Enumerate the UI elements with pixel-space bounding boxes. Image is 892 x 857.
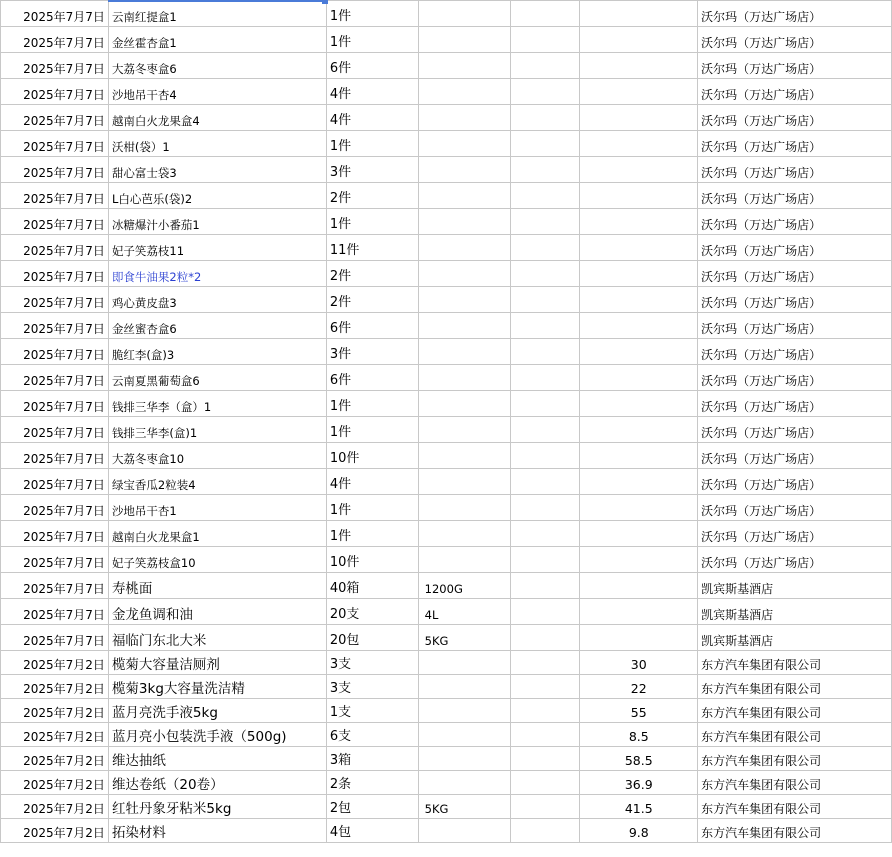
date-cell[interactable]: 2025年7月7日	[1, 469, 109, 495]
item-name-cell[interactable]: 绿宝香瓜2粒装4	[108, 469, 326, 495]
item-name-cell[interactable]: 榄菊大容量洁厕剂	[108, 651, 326, 675]
shop-cell[interactable]: 东方汽车集团有限公司	[698, 795, 892, 819]
item-name-cell[interactable]: 冰糖爆汁小番茄1	[108, 209, 326, 235]
shop-cell[interactable]: 沃尔玛（万达广场店）	[698, 209, 892, 235]
table-row	[1, 365, 892, 391]
empty-cell[interactable]	[510, 131, 580, 157]
quantity-cell[interactable]: 1件	[326, 131, 418, 157]
table-row	[1, 651, 892, 675]
item-name-cell[interactable]: 红牡丹象牙粘米5kg	[108, 795, 326, 819]
empty-cell[interactable]	[510, 547, 580, 573]
date-cell[interactable]: 2025年7月7日	[1, 625, 109, 651]
price-cell[interactable]	[580, 547, 698, 573]
table-row	[1, 521, 892, 547]
quantity-cell[interactable]: 6支	[326, 723, 418, 747]
table-row	[1, 53, 892, 79]
price-cell[interactable]	[580, 27, 698, 53]
date-cell[interactable]: 2025年7月7日	[1, 27, 109, 53]
quantity-cell[interactable]: 3支	[326, 651, 418, 675]
table-row	[1, 675, 892, 699]
shop-cell[interactable]: 沃尔玛（万达广场店）	[698, 339, 892, 365]
date-cell[interactable]: 2025年7月2日	[1, 819, 109, 843]
item-name-cell[interactable]: 蓝月亮洗手液5kg	[108, 699, 326, 723]
shop-cell[interactable]: 沃尔玛（万达广场店）	[698, 105, 892, 131]
empty-cell[interactable]	[510, 209, 580, 235]
quantity-cell[interactable]: 2件	[326, 261, 418, 287]
item-name-cell[interactable]: 大荔冬枣盒6	[108, 53, 326, 79]
spec-cell[interactable]	[418, 53, 510, 79]
shop-cell[interactable]: 沃尔玛（万达广场店）	[698, 391, 892, 417]
quantity-cell[interactable]: 1件	[326, 391, 418, 417]
spec-cell[interactable]	[418, 443, 510, 469]
quantity-cell[interactable]: 3箱	[326, 747, 418, 771]
spec-cell[interactable]: 5KG	[418, 625, 510, 651]
date-cell[interactable]: 2025年7月7日	[1, 573, 109, 599]
price-cell[interactable]	[580, 287, 698, 313]
date-cell[interactable]: 2025年7月7日	[1, 599, 109, 625]
shop-cell[interactable]: 沃尔玛（万达广场店）	[698, 183, 892, 209]
shop-cell[interactable]: 沃尔玛（万达广场店）	[698, 261, 892, 287]
table-row	[1, 547, 892, 573]
shop-cell[interactable]: 沃尔玛（万达广场店）	[698, 287, 892, 313]
price-cell[interactable]	[580, 183, 698, 209]
date-cell[interactable]: 2025年7月2日	[1, 771, 109, 795]
item-name-cell[interactable]: 鸡心黄皮盘3	[108, 287, 326, 313]
selection-fill-handle[interactable]	[322, 0, 328, 4]
empty-cell[interactable]	[510, 469, 580, 495]
shop-cell[interactable]: 东方汽车集团有限公司	[698, 819, 892, 843]
price-cell[interactable]	[580, 417, 698, 443]
shop-cell[interactable]: 沃尔玛（万达广场店）	[698, 53, 892, 79]
price-cell[interactable]: 41.5	[580, 795, 698, 819]
empty-cell[interactable]	[510, 53, 580, 79]
spec-cell[interactable]	[418, 391, 510, 417]
empty-cell[interactable]	[510, 27, 580, 53]
quantity-cell[interactable]: 3支	[326, 675, 418, 699]
price-cell[interactable]: 9.8	[580, 819, 698, 843]
empty-cell[interactable]	[510, 261, 580, 287]
price-cell[interactable]	[580, 53, 698, 79]
spec-cell[interactable]	[418, 261, 510, 287]
item-name-cell[interactable]: 福临门东北大米	[108, 625, 326, 651]
date-cell[interactable]: 2025年7月2日	[1, 699, 109, 723]
price-cell[interactable]	[580, 157, 698, 183]
item-name-cell[interactable]: 沙地吊干杏1	[108, 495, 326, 521]
shop-cell[interactable]: 沃尔玛（万达广场店）	[698, 235, 892, 261]
spec-cell[interactable]	[418, 771, 510, 795]
shop-cell[interactable]: 沃尔玛（万达广场店）	[698, 521, 892, 547]
empty-cell[interactable]	[510, 417, 580, 443]
spec-cell[interactable]	[418, 365, 510, 391]
date-cell[interactable]: 2025年7月7日	[1, 157, 109, 183]
shop-cell[interactable]: 沃尔玛（万达广场店）	[698, 313, 892, 339]
table-row	[1, 391, 892, 417]
price-cell[interactable]	[580, 625, 698, 651]
quantity-cell[interactable]: 3件	[326, 339, 418, 365]
quantity-cell[interactable]: 2条	[326, 771, 418, 795]
price-cell[interactable]	[580, 105, 698, 131]
table-row	[1, 157, 892, 183]
shop-cell[interactable]: 沃尔玛（万达广场店）	[698, 365, 892, 391]
shop-cell[interactable]: 沃尔玛（万达广场店）	[698, 157, 892, 183]
table-row	[1, 105, 892, 131]
table-row	[1, 27, 892, 53]
spec-cell[interactable]	[418, 747, 510, 771]
date-cell[interactable]: 2025年7月2日	[1, 795, 109, 819]
date-cell[interactable]: 2025年7月7日	[1, 1, 109, 27]
empty-cell[interactable]	[510, 105, 580, 131]
spec-cell[interactable]	[418, 819, 510, 843]
item-name-cell[interactable]: 妃子笑荔枝11	[108, 235, 326, 261]
spec-cell[interactable]	[418, 723, 510, 747]
spec-cell[interactable]	[418, 339, 510, 365]
item-name-cell[interactable]: 云南夏黑葡萄盒6	[108, 365, 326, 391]
spec-cell[interactable]: 1200G	[418, 573, 510, 599]
shop-cell[interactable]: 沃尔玛（万达广场店）	[698, 495, 892, 521]
item-name-cell[interactable]: 妃子笑荔枝盒10	[108, 547, 326, 573]
quantity-cell[interactable]: 2件	[326, 287, 418, 313]
quantity-cell[interactable]: 4件	[326, 469, 418, 495]
item-name-cell[interactable]: 钱排三华李(盒)1	[108, 417, 326, 443]
shop-cell[interactable]: 东方汽车集团有限公司	[698, 675, 892, 699]
spec-cell[interactable]	[418, 1, 510, 27]
empty-cell[interactable]	[510, 675, 580, 699]
price-cell[interactable]	[580, 521, 698, 547]
quantity-cell[interactable]: 20包	[326, 625, 418, 651]
empty-cell[interactable]	[510, 79, 580, 105]
item-name-cell[interactable]: 越南白火龙果盒4	[108, 105, 326, 131]
price-cell[interactable]	[580, 599, 698, 625]
quantity-cell[interactable]: 1件	[326, 495, 418, 521]
price-cell[interactable]	[580, 495, 698, 521]
item-name-cell[interactable]: 甜心富士袋3	[108, 157, 326, 183]
table-row	[1, 495, 892, 521]
quantity-cell[interactable]: 3件	[326, 157, 418, 183]
date-cell[interactable]: 2025年7月7日	[1, 521, 109, 547]
quantity-cell[interactable]: 6件	[326, 313, 418, 339]
empty-cell[interactable]	[510, 819, 580, 843]
shop-cell[interactable]: 东方汽车集团有限公司	[698, 747, 892, 771]
date-cell[interactable]: 2025年7月7日	[1, 365, 109, 391]
price-cell[interactable]	[580, 469, 698, 495]
item-name-cell[interactable]: 金丝蜜杏盒6	[108, 313, 326, 339]
table-row	[1, 625, 892, 651]
date-cell[interactable]: 2025年7月2日	[1, 747, 109, 771]
empty-cell[interactable]	[510, 365, 580, 391]
table-row	[1, 79, 892, 105]
date-cell[interactable]: 2025年7月7日	[1, 287, 109, 313]
table-row	[1, 599, 892, 625]
empty-cell[interactable]	[510, 235, 580, 261]
table-row	[1, 699, 892, 723]
item-name-cell[interactable]: 沙地吊干杏4	[108, 79, 326, 105]
quantity-cell[interactable]: 10件	[326, 547, 418, 573]
date-cell[interactable]: 2025年7月7日	[1, 417, 109, 443]
item-name-cell[interactable]: 即食牛油果2粒*2	[108, 261, 326, 287]
item-name-cell[interactable]: 大荔冬枣盒10	[108, 443, 326, 469]
spec-cell[interactable]	[418, 27, 510, 53]
spec-cell[interactable]	[418, 131, 510, 157]
shop-cell[interactable]: 东方汽车集团有限公司	[698, 699, 892, 723]
empty-cell[interactable]	[510, 339, 580, 365]
empty-cell[interactable]	[510, 747, 580, 771]
empty-cell[interactable]	[510, 625, 580, 651]
empty-cell[interactable]	[510, 651, 580, 675]
spec-cell[interactable]	[418, 105, 510, 131]
table-row	[1, 209, 892, 235]
empty-cell[interactable]	[510, 443, 580, 469]
empty-cell[interactable]	[510, 495, 580, 521]
table-row	[1, 819, 892, 843]
quantity-cell[interactable]: 6件	[326, 365, 418, 391]
spec-cell[interactable]	[418, 157, 510, 183]
price-cell[interactable]	[580, 339, 698, 365]
spec-cell[interactable]	[418, 699, 510, 723]
shop-cell[interactable]: 沃尔玛（万达广场店）	[698, 79, 892, 105]
date-cell[interactable]: 2025年7月7日	[1, 209, 109, 235]
table-row	[1, 131, 892, 157]
quantity-cell[interactable]: 11件	[326, 235, 418, 261]
price-cell[interactable]: 36.9	[580, 771, 698, 795]
spec-cell[interactable]	[418, 495, 510, 521]
date-cell[interactable]: 2025年7月7日	[1, 183, 109, 209]
date-cell[interactable]: 2025年7月7日	[1, 391, 109, 417]
spec-cell[interactable]	[418, 651, 510, 675]
quantity-cell[interactable]: 10件	[326, 443, 418, 469]
price-cell[interactable]: 58.5	[580, 747, 698, 771]
selection-border	[108, 0, 324, 2]
quantity-cell[interactable]: 40箱	[326, 573, 418, 599]
price-cell[interactable]	[580, 365, 698, 391]
quantity-cell[interactable]: 20支	[326, 599, 418, 625]
price-cell[interactable]	[580, 209, 698, 235]
date-cell[interactable]: 2025年7月7日	[1, 495, 109, 521]
shop-cell[interactable]: 东方汽车集团有限公司	[698, 651, 892, 675]
item-name-cell[interactable]: 沃柑(袋）1	[108, 131, 326, 157]
shop-cell[interactable]: 凯宾斯基酒店	[698, 573, 892, 599]
quantity-cell[interactable]: 1件	[326, 521, 418, 547]
spec-cell[interactable]: 4L	[418, 599, 510, 625]
price-cell[interactable]	[580, 391, 698, 417]
table-row	[1, 339, 892, 365]
table-row	[1, 747, 892, 771]
spec-cell[interactable]	[418, 79, 510, 105]
table-row	[1, 261, 892, 287]
item-name-cell[interactable]: 金丝霍杏盒1	[108, 27, 326, 53]
quantity-cell[interactable]: 1件	[326, 27, 418, 53]
spec-cell[interactable]	[418, 469, 510, 495]
date-cell[interactable]: 2025年7月7日	[1, 53, 109, 79]
empty-cell[interactable]	[510, 391, 580, 417]
price-cell[interactable]	[580, 261, 698, 287]
shop-cell[interactable]: 凯宾斯基酒店	[698, 599, 892, 625]
table-row	[1, 1, 892, 27]
date-cell[interactable]: 2025年7月7日	[1, 131, 109, 157]
empty-cell[interactable]	[510, 771, 580, 795]
shop-cell[interactable]: 东方汽车集团有限公司	[698, 723, 892, 747]
spec-cell[interactable]	[418, 183, 510, 209]
item-name-cell[interactable]: 云南红提盒1	[108, 1, 326, 27]
table-row	[1, 469, 892, 495]
price-cell[interactable]: 30	[580, 651, 698, 675]
item-name-cell[interactable]: 金龙鱼调和油	[108, 599, 326, 625]
empty-cell[interactable]	[510, 183, 580, 209]
item-name-cell[interactable]: 蓝月亮小包装洗手液（500g)	[108, 723, 326, 747]
date-cell[interactable]: 2025年7月2日	[1, 675, 109, 699]
spec-cell[interactable]	[418, 209, 510, 235]
table-row	[1, 723, 892, 747]
shop-cell[interactable]: 沃尔玛（万达广场店）	[698, 131, 892, 157]
quantity-cell[interactable]: 4件	[326, 105, 418, 131]
table-row	[1, 235, 892, 261]
price-cell[interactable]: 55	[580, 699, 698, 723]
empty-cell[interactable]	[510, 1, 580, 27]
item-name-cell[interactable]: 榄菊3kg大容量洗洁精	[108, 675, 326, 699]
date-cell[interactable]: 2025年7月7日	[1, 235, 109, 261]
date-cell[interactable]: 2025年7月7日	[1, 79, 109, 105]
spec-cell[interactable]	[418, 547, 510, 573]
date-cell[interactable]: 2025年7月7日	[1, 261, 109, 287]
price-cell[interactable]	[580, 131, 698, 157]
quantity-cell[interactable]: 2件	[326, 183, 418, 209]
quantity-cell[interactable]: 1件	[326, 417, 418, 443]
empty-cell[interactable]	[510, 521, 580, 547]
shop-cell[interactable]: 沃尔玛（万达广场店）	[698, 1, 892, 27]
quantity-cell[interactable]: 2包	[326, 795, 418, 819]
shop-cell[interactable]: 沃尔玛（万达广场店）	[698, 547, 892, 573]
quantity-cell[interactable]: 1件	[326, 1, 418, 27]
price-cell[interactable]: 22	[580, 675, 698, 699]
empty-cell[interactable]	[510, 313, 580, 339]
item-name-cell[interactable]: 寿桃面	[108, 573, 326, 599]
empty-cell[interactable]	[510, 795, 580, 819]
table-row	[1, 417, 892, 443]
empty-cell[interactable]	[510, 157, 580, 183]
spec-cell[interactable]	[418, 521, 510, 547]
date-cell[interactable]: 2025年7月7日	[1, 313, 109, 339]
shop-cell[interactable]: 沃尔玛（万达广场店）	[698, 443, 892, 469]
quantity-cell[interactable]: 4包	[326, 819, 418, 843]
price-cell[interactable]	[580, 1, 698, 27]
spec-cell[interactable]	[418, 417, 510, 443]
quantity-cell[interactable]: 1件	[326, 209, 418, 235]
shop-cell[interactable]: 东方汽车集团有限公司	[698, 771, 892, 795]
shop-cell[interactable]: 沃尔玛（万达广场店）	[698, 417, 892, 443]
table-row	[1, 573, 892, 599]
empty-cell[interactable]	[510, 699, 580, 723]
spec-cell[interactable]	[418, 675, 510, 699]
date-cell[interactable]: 2025年7月2日	[1, 651, 109, 675]
date-cell[interactable]: 2025年7月7日	[1, 443, 109, 469]
empty-cell[interactable]	[510, 599, 580, 625]
item-name-cell[interactable]: 拓染材料	[108, 819, 326, 843]
shop-cell[interactable]: 沃尔玛（万达广场店）	[698, 469, 892, 495]
quantity-cell[interactable]: 1支	[326, 699, 418, 723]
spec-cell[interactable]	[418, 287, 510, 313]
item-name-cell[interactable]: 脆红李(盒)3	[108, 339, 326, 365]
shop-cell[interactable]: 沃尔玛（万达广场店）	[698, 27, 892, 53]
empty-cell[interactable]	[510, 723, 580, 747]
item-name-cell[interactable]: 越南白火龙果盒1	[108, 521, 326, 547]
spec-cell[interactable]	[418, 313, 510, 339]
table-row	[1, 183, 892, 209]
item-name-cell[interactable]: 维达抽纸	[108, 747, 326, 771]
table-row	[1, 313, 892, 339]
empty-cell[interactable]	[510, 573, 580, 599]
table-row	[1, 795, 892, 819]
table-row	[1, 287, 892, 313]
item-name-cell[interactable]: L白心芭乐(袋)2	[108, 183, 326, 209]
shop-cell[interactable]: 凯宾斯基酒店	[698, 625, 892, 651]
table-row	[1, 771, 892, 795]
empty-cell[interactable]	[510, 287, 580, 313]
price-cell[interactable]	[580, 235, 698, 261]
price-cell[interactable]: 8.5	[580, 723, 698, 747]
quantity-cell[interactable]: 6件	[326, 53, 418, 79]
item-name-cell[interactable]: 钱排三华李（盒）1	[108, 391, 326, 417]
table-row	[1, 443, 892, 469]
item-name-cell[interactable]: 维达卷纸（20卷）	[108, 771, 326, 795]
price-cell[interactable]	[580, 79, 698, 105]
date-cell[interactable]: 2025年7月7日	[1, 105, 109, 131]
quantity-cell[interactable]: 4件	[326, 79, 418, 105]
date-cell[interactable]: 2025年7月7日	[1, 339, 109, 365]
price-cell[interactable]	[580, 443, 698, 469]
spec-cell[interactable]: 5KG	[418, 795, 510, 819]
spec-cell[interactable]	[418, 235, 510, 261]
price-cell[interactable]	[580, 573, 698, 599]
date-cell[interactable]: 2025年7月7日	[1, 547, 109, 573]
date-cell[interactable]: 2025年7月2日	[1, 723, 109, 747]
price-cell[interactable]	[580, 313, 698, 339]
